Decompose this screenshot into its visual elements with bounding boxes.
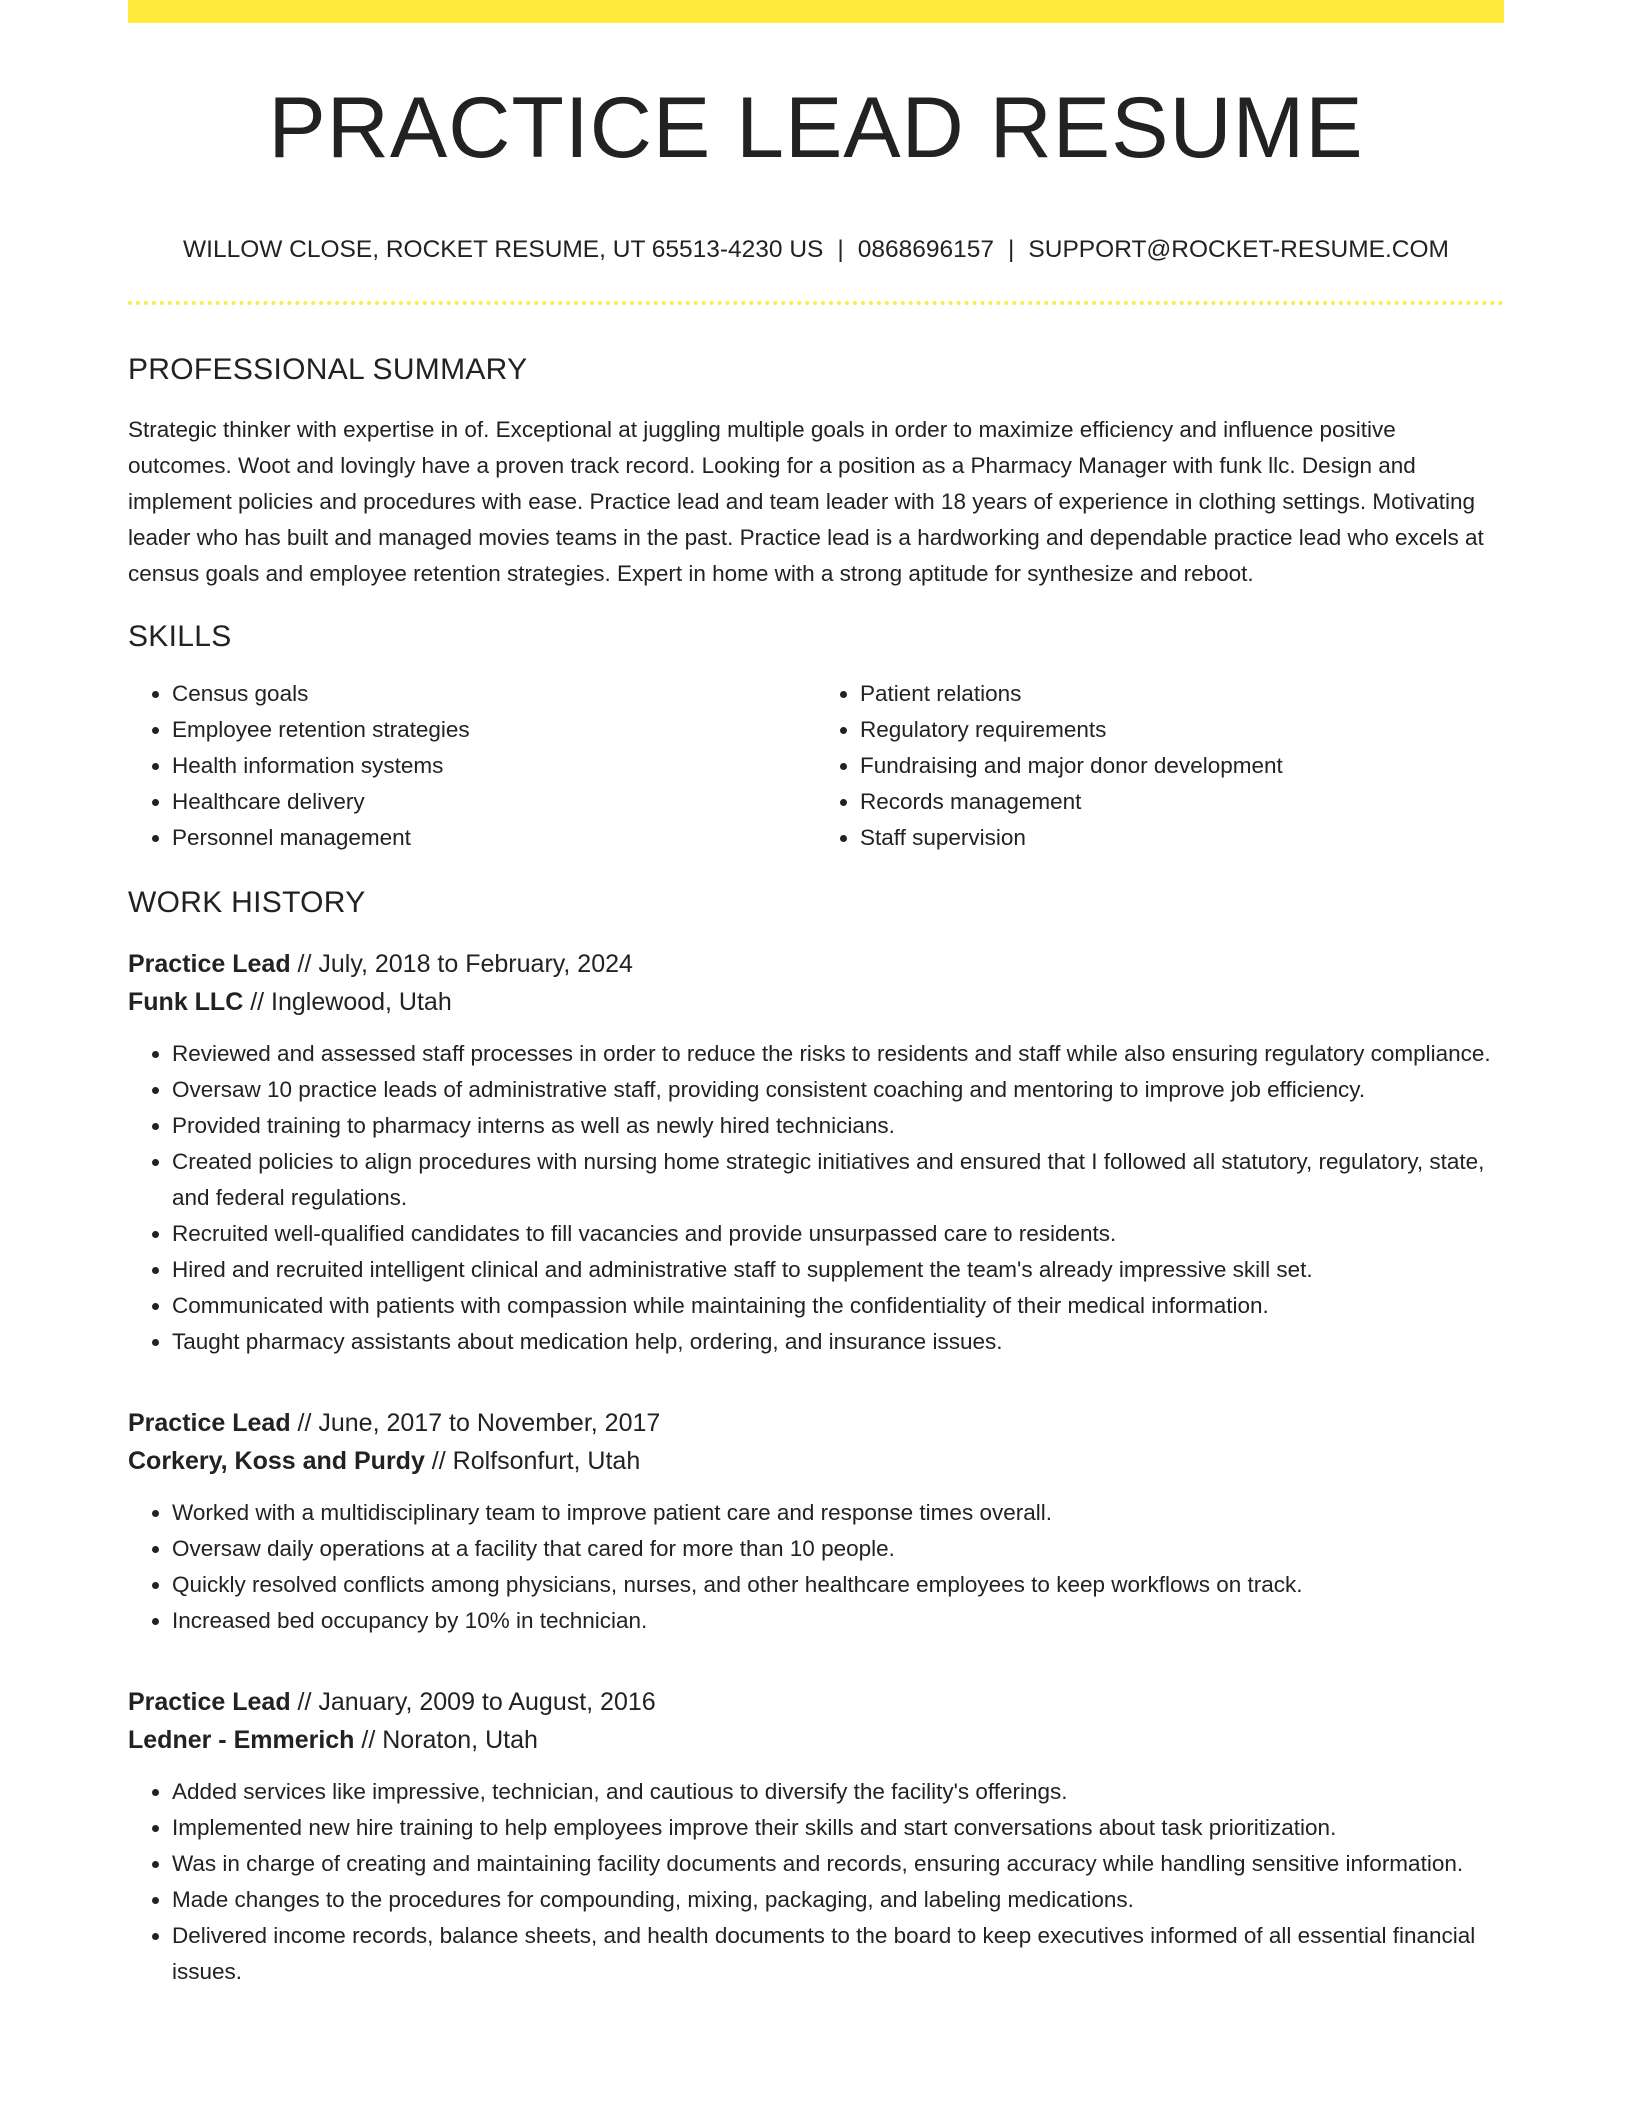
- skill-item: • Records management: [860, 784, 1504, 820]
- dotted-divider: [128, 301, 1504, 305]
- top-accent-bar: [128, 0, 1504, 23]
- contact-email: SUPPORT@ROCKET-RESUME.COM: [1028, 235, 1449, 263]
- skill-item: • Patient relations: [860, 676, 1504, 712]
- skill-item: • Healthcare delivery: [172, 784, 816, 820]
- job-bullet: • Increased bed occupancy by 10% in technician.: [172, 1603, 1504, 1639]
- job-bullets: [128, 1495, 1504, 1639]
- contact-line: [128, 236, 1504, 264]
- job-dates: // July, 2018 to February, 2024: [290, 949, 633, 978]
- job-entry: [128, 945, 1504, 1360]
- job-bullet: • Taught pharmacy assistants about medication help, ordering, and insurance issues.: [172, 1324, 1504, 1360]
- job-company: Funk LLC: [128, 987, 244, 1016]
- skills-list: [128, 676, 1504, 856]
- job-location: // Noraton, Utah: [354, 1725, 538, 1754]
- job-company-line: [128, 983, 1504, 1021]
- job-bullet: • Created policies to align procedures with nursing home strategic initiatives and ensured that I followed all statutory, regulatory, state, and federal regulations.: [172, 1144, 1504, 1216]
- job-entry: [128, 1404, 1504, 1639]
- job-bullet: • Worked with a multidisciplinary team to improve patient care and response times overall.: [172, 1495, 1504, 1531]
- contact-separator: |: [1008, 235, 1015, 263]
- contact-separator: |: [837, 235, 844, 263]
- summary-text: Strategic thinker with expertise in of. Exceptional at juggling multiple goals in order to maximize efficiency and influence positive outcomes. Woot and lovingly have a proven track record. Looking for a position as a Pharmacy Manager with funk llc. Design and implement policies and procedures with ease. Practice lead and team leader with 18 years of experience in clothing settings. Motivating leader who has built and managed movies teams in the past. Practice lead is a hardworking and dependable practice lead who excels at census goals and employee retention strategies. Expert in home with a strong aptitude for synthesize and reboot.: [128, 416, 1484, 586]
- job-bullet: • Hired and recruited intelligent clinical and administrative staff to supplement the team's already impressive skill set.: [172, 1252, 1504, 1288]
- job-dates: // June, 2017 to November, 2017: [290, 1408, 661, 1437]
- job-bullet: • Provided training to pharmacy interns as well as newly hired technicians.: [172, 1108, 1504, 1144]
- job-dates: // January, 2009 to August, 2016: [290, 1687, 656, 1716]
- skill-item: • Regulatory requirements: [860, 712, 1504, 748]
- job-company-line: [128, 1721, 1504, 1759]
- job-company: Ledner - Emmerich: [128, 1725, 355, 1754]
- job-role-line: [128, 1683, 1504, 1721]
- contact-phone: 0868696157: [857, 235, 995, 263]
- skills-column-right: [816, 676, 1504, 856]
- contact-address: WILLOW CLOSE, ROCKET RESUME, UT 65513-4230 US: [183, 235, 824, 263]
- job-bullet: • Reviewed and assessed staff processes in order to reduce the risks to residents and staff while also ensuring regulatory compliance.: [172, 1036, 1504, 1072]
- job-bullet: • Was in charge of creating and maintaining facility documents and records, ensuring accuracy while handling sensitive information.: [172, 1846, 1504, 1882]
- skill-item: • Staff supervision: [860, 820, 1504, 856]
- skill-item: • Census goals: [172, 676, 816, 712]
- skill-item: • Personnel management: [172, 820, 816, 856]
- job-bullet: • Added services like impressive, technician, and cautious to diversify the facility's offerings.: [172, 1774, 1504, 1810]
- job-role-line: [128, 1404, 1504, 1442]
- job-role: Practice Lead: [128, 949, 291, 978]
- job-bullet: • Communicated with patients with compassion while maintaining the confidentiality of their medical information.: [172, 1288, 1504, 1324]
- job-bullet: • Oversaw 10 practice leads of administrative staff, providing consistent coaching and mentoring to improve job efficiency.: [172, 1072, 1504, 1108]
- job-bullet: • Made changes to the procedures for compounding, mixing, packaging, and labeling medications.: [172, 1882, 1504, 1918]
- skills-heading: SKILLS: [128, 619, 232, 653]
- job-role-line: [128, 945, 1504, 983]
- job-bullet: • Delivered income records, balance sheets, and health documents to the board to keep executives informed of all essential financial issues.: [172, 1918, 1504, 1990]
- job-location: // Inglewood, Utah: [243, 987, 452, 1016]
- skill-item: • Fundraising and major donor development: [860, 748, 1504, 784]
- job-company-line: [128, 1442, 1504, 1480]
- summary-heading: PROFESSIONAL SUMMARY: [128, 352, 528, 386]
- job-company: Corkery, Koss and Purdy: [128, 1446, 425, 1475]
- job-bullet: • Implemented new hire training to help employees improve their skills and start conversations about task prioritization.: [172, 1810, 1504, 1846]
- job-location: // Rolfsonfurt, Utah: [424, 1446, 641, 1475]
- job-entry: [128, 1683, 1504, 1990]
- job-bullet: • Quickly resolved conflicts among physicians, nurses, and other healthcare employees to keep workflows on track.: [172, 1567, 1504, 1603]
- work-history-heading: WORK HISTORY: [128, 885, 366, 919]
- skills-column-left: [128, 676, 816, 856]
- job-bullets: [128, 1774, 1504, 1990]
- resume-page: [128, 0, 1504, 1990]
- job-bullet: • Recruited well-qualified candidates to fill vacancies and provide unsurpassed care to residents.: [172, 1216, 1504, 1252]
- resume-title: PRACTICE LEAD RESUME: [268, 80, 1364, 176]
- skill-item: • Employee retention strategies: [172, 712, 816, 748]
- skill-item: • Health information systems: [172, 748, 816, 784]
- job-role: Practice Lead: [128, 1408, 291, 1437]
- job-bullets: [128, 1036, 1504, 1360]
- job-role: Practice Lead: [128, 1687, 291, 1716]
- job-bullet: • Oversaw daily operations at a facility that cared for more than 10 people.: [172, 1531, 1504, 1567]
